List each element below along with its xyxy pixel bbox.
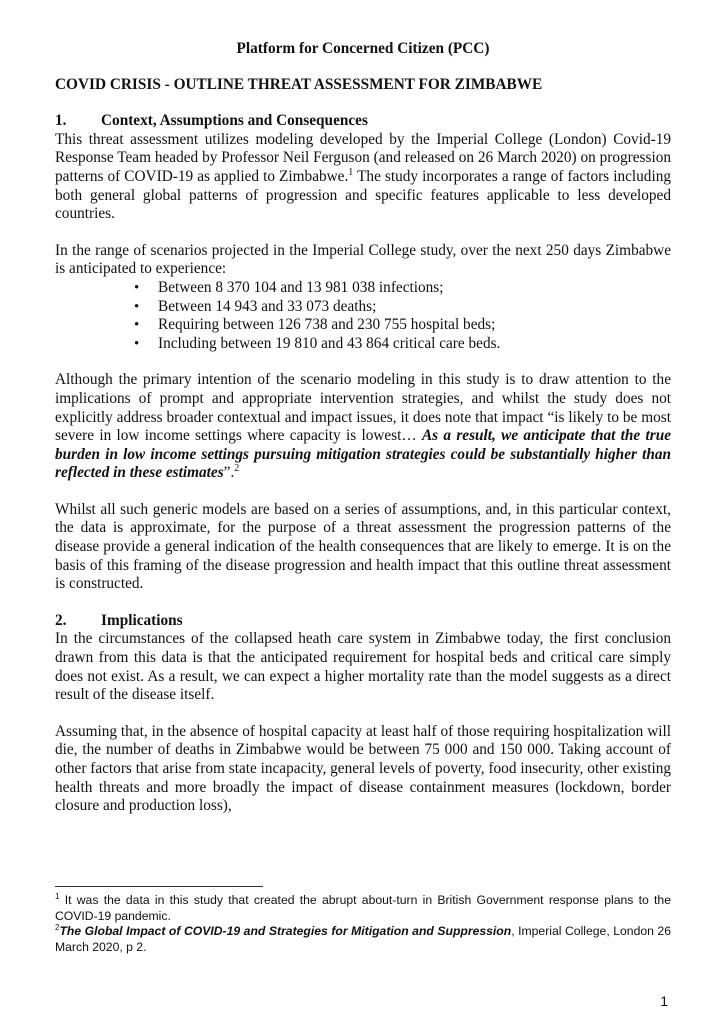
section-1-paragraph-1 bbox=[55, 131, 671, 224]
list-item: • Between 8 370 104 and 13 981 038 infections; bbox=[158, 279, 671, 298]
footnote-ref-1[interactable]: 1 bbox=[348, 166, 354, 178]
infection-projection-list bbox=[55, 279, 671, 353]
section-2-heading bbox=[55, 612, 671, 631]
footnote-text: It was the data in this study that created the abrupt about-turn in British Government response plans to the COVID-19 pandemic. bbox=[55, 893, 671, 923]
section-2-number: 2. bbox=[55, 611, 67, 629]
footnote-ref-2[interactable]: 2 bbox=[234, 463, 240, 475]
footnote-2 bbox=[55, 924, 671, 955]
footnote-text: , Imperial College, London 26 March 2020, p 2. bbox=[55, 924, 671, 954]
section-1-number: 1. bbox=[55, 112, 67, 130]
paragraph-text: ”. bbox=[223, 464, 235, 482]
paragraph-text: This threat assessment utilizes modeling developed by the Imperial College (London) Covid-19 Response Team headed by Professor Neil Ferguson (and released on 26 March 2020) on progression patterns of COVID-19 as applied to Zimbabwe. bbox=[55, 130, 671, 185]
document-body bbox=[55, 40, 671, 816]
footnotes bbox=[55, 886, 671, 955]
footnote-divider bbox=[55, 886, 263, 887]
list-item: • Including between 19 810 and 43 864 critical care beds. bbox=[158, 335, 671, 354]
emphasized-quote: As a result, we anticipate that the true burden in low income settings pursuing mitigation strategies could be substantially higher than reflected in these estimates bbox=[55, 427, 671, 482]
section-1-paragraph-3 bbox=[55, 371, 671, 483]
section-2-paragraph-1: In the circumstances of the collapsed heath care system in Zimbabwe today, the first conclusion drawn from this data is that the anticipated requirement for hospital beds and critical care simply does not exist. As a result, we can expect a higher mortality rate than the model suggests as a direct result of the disease itself. bbox=[55, 630, 671, 704]
document-title: Platform for Concerned Citizen (PCC) bbox=[236, 40, 490, 57]
footnote-citation-title: The Global Impact of COVID-19 and Strategies for Mitigation and Suppression bbox=[59, 924, 512, 938]
page-number: 1 bbox=[660, 993, 668, 1009]
footnote-1 bbox=[55, 893, 671, 924]
section-1-paragraph-2: In the range of scenarios projected in the Imperial College study, over the next 250 days Zimbabwe is anticipated to experience: bbox=[55, 241, 671, 278]
section-1-heading bbox=[55, 112, 671, 131]
document-subtitle: COVID CRISIS - OUTLINE THREAT ASSESSMENT FOR ZIMBABWE bbox=[55, 75, 543, 93]
paragraph-text: The study incorporates a range of factors including both general global patterns of progression and specific features applicable to less developed countries. bbox=[55, 167, 671, 223]
section-2-paragraph-2: Assuming that, in the absence of hospital capacity at least half of those requiring hospitalization will die, the number of deaths in Zimbabwe would be between 75 000 and 150 000. Taking account of other factors that arise from state incapacity, general levels of poverty, food insecurity, other existing health threats and more broadly the impact of disease containment measures (lockdown, border closure and production loss), bbox=[55, 722, 671, 815]
footnote-marker: 1 bbox=[55, 891, 60, 901]
list-item: • Requiring between 126 738 and 230 755 hospital beds; bbox=[158, 316, 671, 335]
paragraph-text: Although the primary intention of the scenario modeling in this study is to draw attention to the implications of prompt and appropriate intervention strategies, and whilst the study does not explicitly address broader contextual and impact issues, it does note that impact “is likely to be most severe in low income settings where capacity is lowest… bbox=[55, 371, 671, 445]
section-2-title: Implications bbox=[101, 611, 183, 629]
list-item: • Between 14 943 and 33 073 deaths; bbox=[158, 298, 671, 317]
section-1-paragraph-4: Whilst all such generic models are based on a series of assumptions, and, in this particular context, the data is approximate, for the purpose of a threat assessment the progression patterns of the disease provide a general indication of the health consequences that are likely to emerge. It is on the basis of this framing of the disease progression and health impact that this outline threat assessment is constructed. bbox=[55, 500, 671, 593]
footnote-marker: 2 bbox=[55, 922, 60, 932]
section-1-title: Context, Assumptions and Consequences bbox=[101, 112, 368, 130]
